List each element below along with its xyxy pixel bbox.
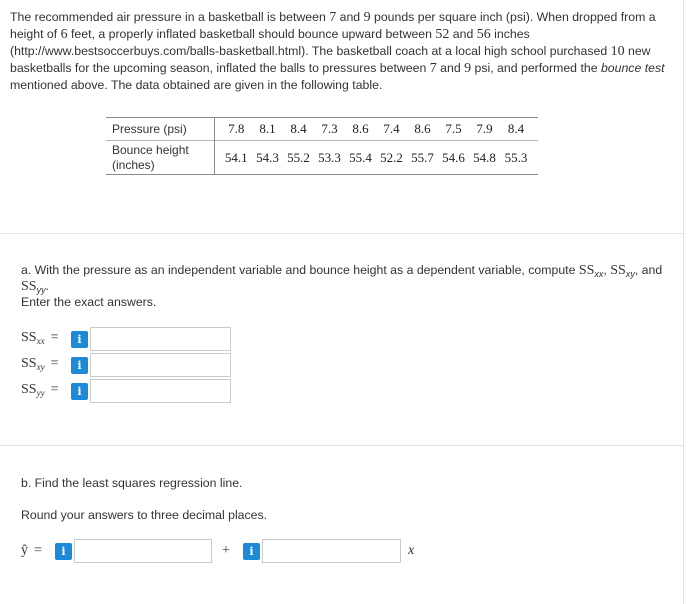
plus-sign: + (222, 543, 230, 558)
ssyy-label: $SS_{yy}$ = (21, 382, 59, 398)
table-cell: 55.7 (407, 141, 438, 175)
part-b-card (0, 446, 684, 604)
x-variable: x (408, 543, 415, 558)
table-cell: 54.6 (438, 141, 469, 175)
table-cell: 53.3 (314, 141, 345, 175)
table-cell: 54.1 (214, 141, 252, 175)
problem-statement: The recommended air pressure in a basketball is between 7 and 9 pounds per square inch (psi). When dropped from a height of 6 feet, a properly inflated basketball should bounce upward between 52 and 56 inches (http://www.bestsoccerbuys.com/balls-basketball.html). The basketball coach at a local high school purchased 10 new basketballs for the upcoming season, inflated the balls to pressures between 7 and 9 psi, and performed the bounce test mentioned above. The data obtained are given in the following table. (10, 10, 665, 92)
table-cell: 7.8 (214, 118, 252, 141)
ssxx-label: $SS_{xx}$ = (21, 330, 59, 346)
ssxx-info-icon[interactable]: i (71, 331, 88, 348)
table-cell: 52.2 (376, 141, 407, 175)
table-cell: 8.6 (345, 118, 376, 141)
row-header-pressure: Pressure (psi) (106, 118, 214, 141)
table-cell: 7.9 (469, 118, 500, 141)
slope-input[interactable] (262, 539, 401, 563)
intercept-info-icon[interactable]: i (55, 543, 72, 560)
pressure-bounce-table (106, 117, 538, 175)
table-cell: 7.5 (438, 118, 469, 141)
table-cell: 7.3 (314, 118, 345, 141)
part-b-question: b. Find the least squares regression line. (21, 476, 243, 490)
table-cell: 55.3 (500, 141, 538, 175)
table-row-pressure (106, 118, 538, 141)
ssyy-info-icon[interactable]: i (71, 383, 88, 400)
ssxy-label: $SS_{xy}$ = (21, 356, 59, 372)
table-row-bounce (106, 141, 538, 175)
table-cell: 55.4 (345, 141, 376, 175)
row-header-bounce: Bounce height (inches) (106, 141, 214, 175)
problem-intro-card (0, 0, 684, 234)
table-cell: 8.4 (283, 118, 314, 141)
table-cell: 8.1 (252, 118, 283, 141)
table-cell: 7.4 (376, 118, 407, 141)
table-cell: 8.4 (500, 118, 538, 141)
part-a-question: a. With the pressure as an independent variable and bounce height as a dependent variable, compute $SS_{xx}$, $SS_{xy}$, and $SS_{yy}$. (21, 263, 663, 295)
ssxx-input[interactable] (90, 327, 231, 351)
yhat-label: ŷ = (21, 543, 42, 558)
part-a-card (0, 234, 684, 446)
table-cell: 54.8 (469, 141, 500, 175)
table-cell: 8.6 (407, 118, 438, 141)
intercept-input[interactable] (74, 539, 212, 563)
ssxy-info-icon[interactable]: i (71, 357, 88, 374)
ssyy-input[interactable] (90, 379, 231, 403)
slope-info-icon[interactable]: i (243, 543, 260, 560)
part-a-instruction: Enter the exact answers. (21, 295, 157, 309)
table-cell: 54.3 (252, 141, 283, 175)
ssxy-input[interactable] (90, 353, 231, 377)
part-b-instruction: Round your answers to three decimal places. (21, 508, 268, 522)
table-cell: 55.2 (283, 141, 314, 175)
